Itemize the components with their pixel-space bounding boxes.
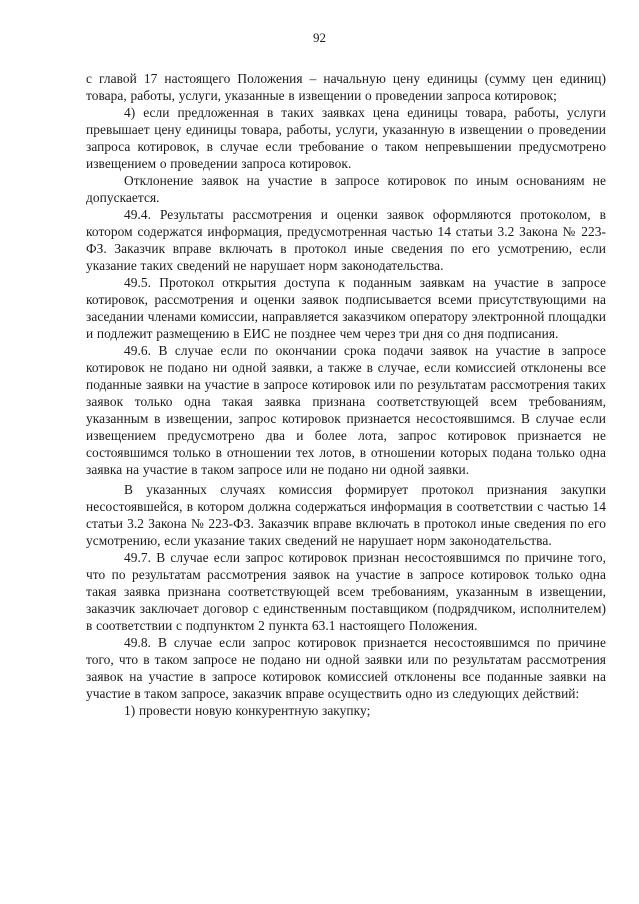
paragraph-49-5: 49.5. Протокол открытия доступа к поданным заявкам на участие в запросе котировок, рассмотрения и оценки заявок подписывается всеми присутствующими на заседании членами комиссии, направляется заказчиком оператору электронной площадки и подлежит размещению в ЕИС не позднее чем через три дня со дня подписания.	[86, 275, 606, 341]
paragraph-continuation: с главой 17 настоящего Положения – начальную цену единицы (сумму цен единиц) товара, работы, услуги, указанные в извещении о проведении запроса котировок;	[86, 71, 606, 103]
paragraph-item-1: 1) провести новую конкурентную закупку;	[124, 703, 371, 718]
document-body	[86, 70, 606, 719]
paragraph-49-4: 49.4. Результаты рассмотрения и оценки заявок оформляются протоколом, в котором содержатся информация, предусмотренная частью 14 статьи 3.2 Закона № 223-ФЗ. Заказчик вправе включать в протокол иные сведения по его усмотрению, если указание таких сведений не нарушает норм законодательства.	[86, 207, 606, 273]
paragraph-49-7: 49.7. В случае если запрос котировок признан несостоявшимся по причине того, что по результатам рассмотрения заявок на участие в запросе котировок только одна такая заявка признана соответствующей всем требованиям, указанным в извещении, заказчик заключает договор с единственным поставщиком (подрядчиком, исполнителем) в соответствии с подпунктом 2 пункта 63.1 настоящего Положения.	[86, 550, 606, 633]
paragraph-failed-procurement-protocol: В указанных случаях комиссия формирует протокол признания закупки несостоявшейся, в котором должна содержаться информация в соответствии с частью 14 статьи 3.2 Закона № 223-ФЗ. Заказчик вправе включать в протокол иные сведения по его усмотрению, если указание таких сведений не нарушает норм законодательства.	[86, 482, 606, 548]
page-number: 92	[313, 30, 326, 45]
paragraph-rejection: Отклонение заявок на участие в запросе котировок по иным основаниям не допускается.	[86, 173, 606, 205]
paragraph-item-4: 4) если предложенная в таких заявках цена единицы товара, работы, услуги превышает цену единицы товара, работы, услуги, указанную в извещении о проведении запроса котировок, в случае если требование о таком непревышении предусмотрено извещением о проведении запроса котировок.	[86, 105, 606, 171]
paragraph-49-6: 49.6. В случае если по окончании срока подачи заявок на участие в запросе котировок не подано ни одной заявки, а также в случае, если комиссией отклонены все поданные заявки на участие в запросе котировок или по результатам рассмотрения таких заявок только одна такая заявка признана соответствующей всем требованиям, указанным в извещении, запрос котировок признается несостоявшимся. В случае если извещением предусмотрено два и более лота, запрос котировок признается не состоявшимся только в отношении тех лотов, в отношении которых подана только одна заявка на участие в таком запросе или не подано ни одной заявки.	[86, 343, 606, 477]
paragraph-49-8: 49.8. В случае если запрос котировок признается несостоявшимся по причине того, что в таком запросе не подано ни одной заявки или по результатам рассмотрения заявок на участие в запросе котировок комиссией отклонены все поданные заявки на участие в таком запросе, заказчик вправе осуществить одно из следующих действий:	[86, 635, 606, 701]
